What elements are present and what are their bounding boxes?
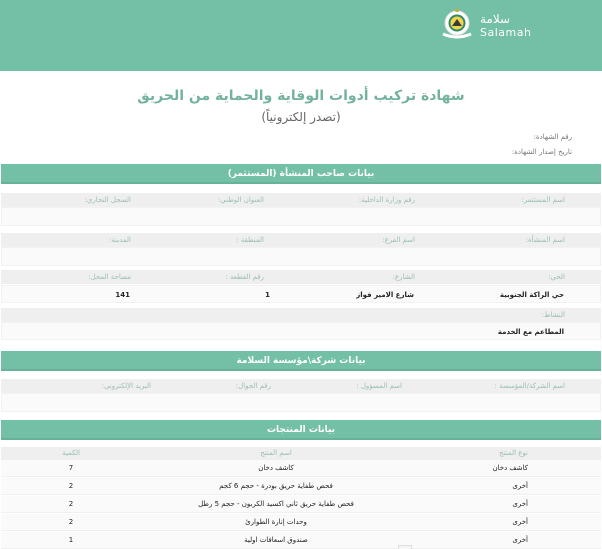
owner-row1-labels — [1, 193, 601, 207]
responsible-name-label: اسم المسؤول : — [356, 382, 402, 390]
owner-row3-labels — [1, 270, 601, 284]
activity-label: النشاط: — [541, 311, 565, 319]
street-value: شارع الامير فواز — [356, 291, 414, 299]
email-label: البريد الإلكتروني: — [101, 382, 151, 390]
product-type: كاشف دخان — [492, 464, 528, 472]
decorative-box — [398, 545, 412, 549]
product-qty: 2 — [68, 500, 74, 508]
table-row — [1, 514, 601, 531]
issue-date-label: تاريخ إصدار الشهادة: — [511, 148, 572, 156]
investor-name-label: اسم المستثمر: — [521, 196, 565, 204]
plot-number-value: 1 — [265, 291, 270, 299]
products-table-header — [1, 447, 601, 460]
company-labels-row — [1, 379, 601, 393]
product-qty: 7 — [68, 464, 74, 472]
region-label: المنطقة : — [236, 236, 264, 244]
brand-name-arabic: سلامة — [480, 12, 511, 26]
document-subtitle: (تصدر إلكترونياً) — [261, 110, 341, 124]
certificate-number-label: رقم الشهادة: — [533, 133, 572, 141]
product-type: أخرى — [512, 536, 528, 544]
activity-value: المطاعم مع الخدمة — [497, 328, 564, 336]
company-values-row — [1, 393, 601, 412]
column-product-type: نوع المنتج — [499, 449, 528, 457]
product-name: وحدات إنارة الطوارئ — [245, 518, 307, 526]
product-qty: 1 — [68, 536, 74, 544]
product-type: أخرى — [512, 500, 528, 508]
table-row — [1, 460, 601, 477]
activity-label-row — [1, 308, 601, 322]
branch-name-label: اسم الفرع: — [382, 236, 415, 244]
commercial-register-label: السجل التجاري: — [84, 196, 131, 204]
table-row — [1, 478, 601, 495]
national-address-label: العنوان الوطني: — [217, 196, 264, 204]
owner-row2-values — [1, 247, 601, 266]
product-name: فحص طفاية حريق ثاني اكسيد الكربون - حجم 5 رطل — [198, 500, 354, 508]
interior-number-label: رقم وزارة الداخلية: — [358, 196, 415, 204]
brand — [480, 12, 531, 40]
plot-number-label: رقم القطعة : — [225, 273, 264, 281]
shop-area-value: 141 — [115, 291, 130, 299]
product-qty: 2 — [68, 518, 74, 526]
owner-row1-values — [1, 207, 601, 226]
product-qty: 2 — [68, 482, 74, 490]
product-type: أخرى — [512, 518, 528, 526]
company-section-header: بيانات شركة\مؤسسة السلامة — [1, 351, 601, 371]
product-type: أخرى — [512, 482, 528, 490]
district-value: حي الراكة الجنوبية — [499, 291, 564, 299]
table-row — [1, 532, 601, 549]
column-product-name: اسم المنتج — [260, 449, 292, 457]
product-name: فحص طفاية حريق بودرة - حجم 6 كجم — [219, 482, 333, 490]
shop-area-label: مساحة المحل: — [88, 273, 131, 281]
district-label: الحي: — [548, 273, 565, 281]
column-quantity: الكمية — [62, 449, 80, 457]
facility-name-label: اسم المنشأة: — [525, 236, 565, 244]
products-section-header: بيانات المنتجات — [1, 420, 601, 440]
header-banner — [0, 0, 602, 71]
mobile-number-label: رقم الجوال: — [235, 382, 271, 390]
product-name: صندوق اسعافات اولية — [244, 536, 308, 544]
owner-row2-labels — [1, 233, 601, 247]
civil-defense-emblem-icon — [437, 8, 477, 40]
city-label: المدينة: — [109, 236, 131, 244]
table-row — [1, 496, 601, 513]
owner-section-header: بيانات صاحب المنشأة (المستثمر) — [1, 164, 601, 184]
company-name-label: اسم الشركة/المؤسسة : — [494, 382, 565, 390]
brand-name-english: Salamah — [480, 26, 532, 39]
document-title: شهادة تركيب أدوات الوقاية والحماية من الحريق — [137, 88, 465, 104]
product-name: كاشف دخان — [258, 464, 294, 472]
activity-value-row — [1, 322, 601, 340]
owner-row3-values — [1, 285, 601, 303]
street-label: الشارع: — [392, 273, 415, 281]
